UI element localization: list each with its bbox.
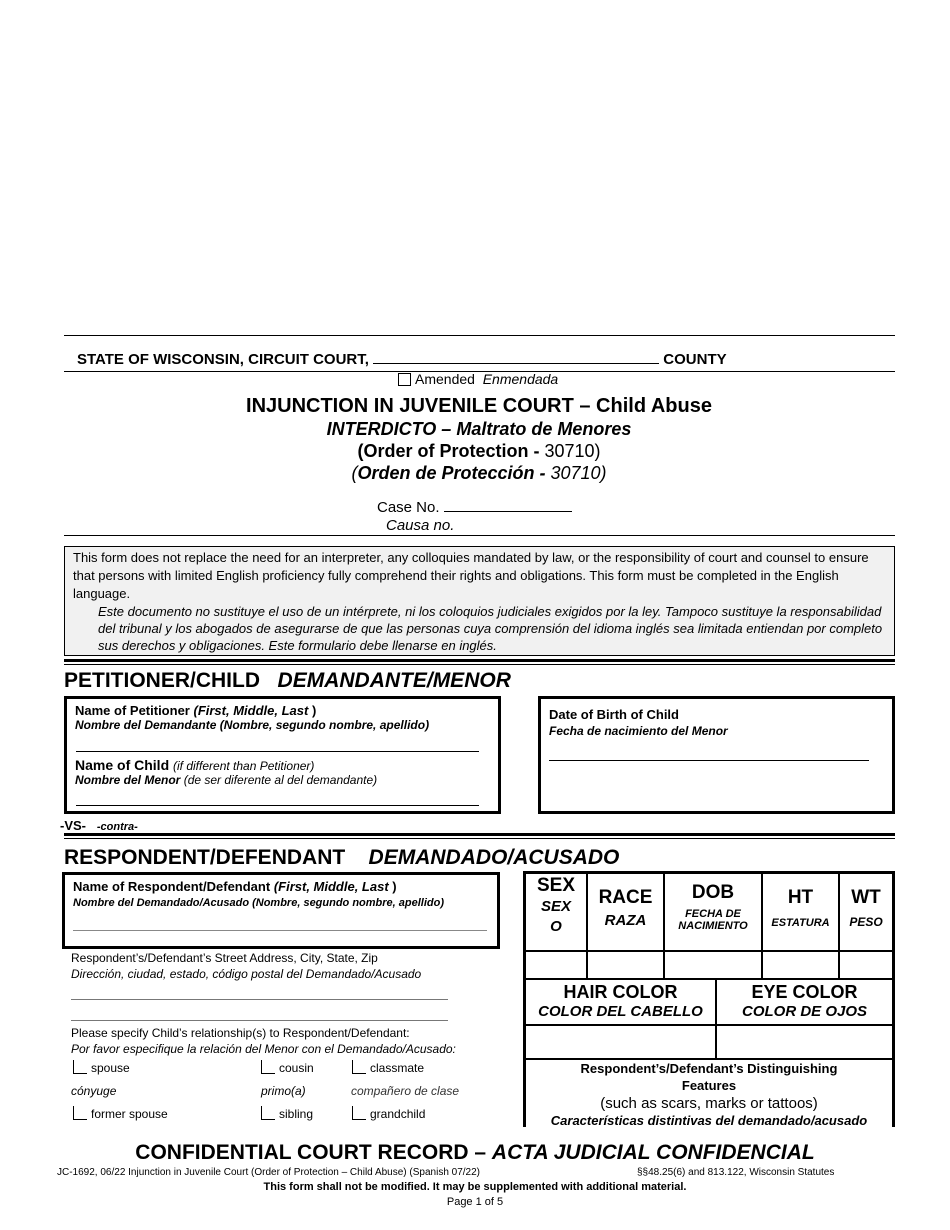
case-number [377,498,572,516]
respondent-address-line-1[interactable] [71,999,448,1000]
petitioner-name-field[interactable] [76,751,479,752]
respondent-name-label-es: Nombre del Demandado/Acusado (Nombre, segundo nombre, apellido) [73,897,445,909]
relationship-classmate-es: compañero de clase [351,1084,460,1098]
petitioner-name-label: Name of Petitioner (First, Middle, Last ) [75,703,317,718]
petitioner-box [64,696,501,814]
dob-value[interactable] [665,952,763,978]
child-dob-field[interactable] [549,760,869,761]
relationship-cousin-es: primo(a) [261,1084,306,1098]
child-name-field[interactable] [76,805,479,806]
wt-header: WT PESO [849,887,883,929]
respondent-address-line-2[interactable] [71,1020,448,1021]
petitioner-name-label-es: Nombre del Demandante (Nombre, segundo nombre, apellido) [75,718,430,732]
dob-header: DOB FECHA DE NACIMIENTO [665,874,763,950]
modification-notice: This form shall not be modified. It may be supplemented with additional material. [263,1181,687,1193]
grandchild-checkbox[interactable] [352,1106,366,1120]
relationship-spouse-es: cónyuge [71,1084,117,1098]
form-subtitle: (Order of Protection - 30710) [357,441,601,461]
respondent-name-box [62,872,500,949]
sibling-checkbox[interactable] [261,1106,275,1120]
sex-value[interactable] [526,952,588,978]
ht-value[interactable] [763,952,840,978]
form-subtitle-es: (Orden de Protección - 30710) [351,463,607,483]
race-header: RACE RAZA [588,874,665,950]
form-title-es: INTERDICTO – Maltrato de Menores [326,419,632,439]
respondent-name-label: Name of Respondent/Defendant (First, Middle, Last ) [73,879,397,894]
petitioner-heading: PETITIONER/CHILD DEMANDANTE/MENOR [64,669,511,692]
descriptor-table [523,871,895,1127]
cousin-checkbox[interactable] [261,1060,275,1074]
eye-color-value[interactable] [717,1026,892,1058]
court-label [77,350,727,368]
classmate-checkbox[interactable] [352,1060,366,1074]
relationship-classmate[interactable]: classmate [352,1060,424,1075]
sex-header: SEX SEX O [526,874,588,950]
confidential-banner: CONFIDENTIAL COURT RECORD – ACTA JUDICIAL CONFIDENCIAL [135,1141,815,1164]
form-title: INJUNCTION IN JUVENILE COURT – Child Abuse [246,395,712,417]
ht-header: HT ESTATURA [763,874,840,950]
respondent-address-label: Respondent’s/Defendant’s Street Address, City, State, Zip [71,951,378,965]
amended-label-es: Enmendada [482,371,559,387]
relationship-spouse[interactable]: spouse [73,1060,130,1075]
race-value[interactable] [588,952,665,978]
page-number: Page 1 of 5 [446,1196,504,1208]
child-dob-box [538,696,895,814]
hair-color-header: HAIR COLOR COLOR DEL CABELLO [526,980,717,1024]
relationship-former-spouse[interactable]: former spouse [73,1106,168,1121]
spouse-checkbox[interactable] [73,1060,87,1074]
former-spouse-checkbox[interactable] [73,1106,87,1120]
relationship-sibling[interactable]: sibling [261,1106,313,1121]
child-dob-label-es: Fecha de nacimiento del Menor [549,724,728,738]
distinguishing-features: Respondent’s/Defendant’s Distinguishing Features (such as scars, marks or tattoos) Características distintivas del demandado/acusado [550,1061,868,1128]
statutes: §§48.25(6) and 813.122, Wisconsin Statutes [637,1167,835,1178]
notice-english: This form does not replace the need for an interpreter, any colloquies mandated by law, or the responsibility of court and counsel to ensure that persons with limited English proficiency fully comprehend their rights and obligations. This form must be completed in the English language. [73,550,869,601]
relationship-label-es: Por favor especifique la relación del Menor con el Demandado/Acusado: [71,1042,456,1056]
court-text: STATE OF WISCONSIN, CIRCUIT COURT, [77,351,369,368]
court-county-field[interactable] [373,350,659,364]
child-name-label: Name of Child (if different than Petitioner) [75,757,315,773]
eye-color-header: EYE COLOR COLOR DE OJOS [741,982,868,1020]
hair-color-value[interactable] [526,1026,717,1058]
case-number-label-es: Causa no. [386,517,455,534]
amended-row [398,371,558,387]
respondent-address-label-es: Dirección, ciudad, estado, código postal del Demandado/Acusado [71,967,422,981]
form-id: JC-1692, 06/22 Injunction in Juvenile Court (Order of Protection – Child Abuse) (Spanish 07/22) [57,1167,481,1178]
amended-label: Amended [415,371,475,387]
county-text: COUNTY [663,351,727,368]
child-name-label-es: Nombre del Menor (de ser diferente al del demandante) [75,773,378,787]
amended-checkbox[interactable] [398,373,411,386]
relationship-cousin[interactable]: cousin [261,1060,314,1075]
wt-value[interactable] [840,952,892,978]
relationship-grandchild[interactable]: grandchild [352,1106,425,1121]
case-number-field[interactable] [444,498,572,512]
relationship-label: Please specify Child’s relationship(s) to Respondent/Defendant: [71,1026,410,1040]
language-notice [64,546,895,656]
respondent-heading: RESPONDENT/DEFENDANT DEMANDADO/ACUSADO [64,846,620,869]
versus: -VS- -contra- [60,818,138,833]
child-dob-label: Date of Birth of Child [549,707,679,722]
respondent-name-field[interactable] [73,930,487,931]
notice-spanish: Este documento no sustituye el uso de un intérprete, ni los coloquios judiciales exigidos por la ley. Tampoco sustituye la responsabilidad del tribunal y los abogados de asegurarse de que las personas cuya comprensión del idioma inglés sea limitada entiendan por completo sus derechos y obligaciones. Este formulario debe llenarse en inglés. [98,604,883,653]
case-number-label: Case No. [377,499,440,516]
